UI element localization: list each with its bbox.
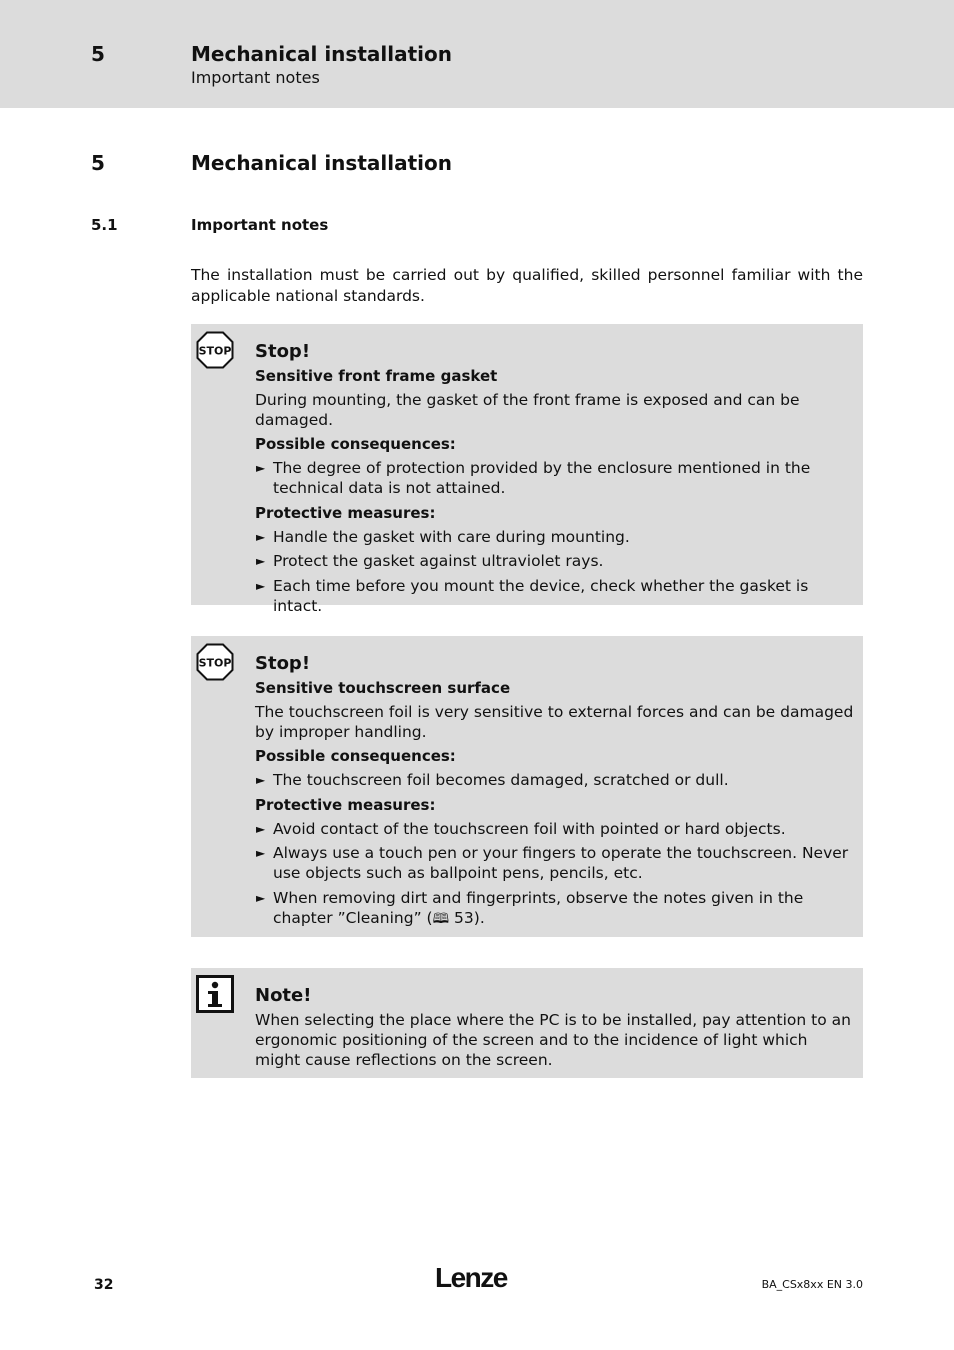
stop1-title: Stop!	[255, 341, 311, 362]
heading2-title: Important notes	[191, 216, 329, 234]
stop-icon-text: STOP	[198, 344, 232, 358]
list-item: ► Protect the gasket against ultraviolet rays.	[255, 551, 855, 571]
header-chapter-title: Mechanical installation	[191, 42, 452, 66]
cleaning-page-ref[interactable]: 53	[449, 908, 474, 927]
header-chapter-number: 5	[91, 42, 105, 66]
stop2-consequences-list	[255, 770, 855, 790]
lenze-logo: Lenze	[435, 1262, 507, 1293]
document-id: BA_CSx8xx EN 3.0	[761, 1278, 863, 1291]
stop-icon-text: STOP	[198, 656, 232, 670]
heading1-title: Mechanical installation	[191, 151, 452, 175]
list-item: ► Each time before you mount the device, check whether the gasket is intact.	[255, 576, 855, 616]
stop2-consequences-label: Possible consequences:	[255, 747, 456, 765]
note-text: When selecting the place where the PC is to be installed, pay attention to an ergonomic positioning of the screen and to the incidence of light which might cause reflections on the screen.	[255, 1011, 851, 1069]
stop-icon	[196, 331, 234, 369]
stop2-measures-list	[255, 819, 855, 929]
stop1-consequences-label: Possible consequences:	[255, 435, 456, 453]
heading1-number: 5	[91, 151, 105, 175]
list-item: ► Handle the gasket with care during mounting.	[255, 527, 855, 547]
list-item: ► The degree of protection provided by the enclosure mentioned in the technical data is not attained.	[255, 458, 855, 498]
stop1-measures-list	[255, 527, 855, 616]
info-icon	[196, 975, 234, 1013]
list-item: ► Always use a touch pen or your fingers to operate the touchscreen. Never use objects such as ballpoint pens, pencils, etc.	[255, 843, 855, 883]
note-title: Note!	[255, 985, 312, 1006]
note-box	[191, 968, 863, 1078]
stop1-subtitle: Sensitive front frame gasket	[255, 367, 498, 385]
stop-box-gasket	[191, 324, 863, 615]
stop-box-touchscreen	[191, 636, 863, 937]
stop-icon	[196, 643, 234, 681]
stop2-measures-label: Protective measures:	[255, 795, 436, 814]
intro-paragraph: The installation must be carried out by qualified, skilled personnel familiar with the applicable national standards.	[191, 266, 863, 305]
measure-ref-after: ).	[473, 908, 485, 927]
running-header	[0, 0, 954, 108]
page-number: 32	[94, 1277, 114, 1293]
stop2-subtitle: Sensitive touchscreen surface	[255, 679, 511, 697]
list-item: ► The touchscreen foil becomes damaged, scratched or dull.	[255, 770, 855, 790]
header-section-subtitle: Important notes	[191, 68, 320, 87]
book-icon: 🕮	[432, 910, 450, 927]
stop2-text: The touchscreen foil is very sensitive to external forces and can be damaged by improper handling.	[255, 703, 854, 741]
list-item: ► Avoid contact of the touchscreen foil with pointed or hard objects.	[255, 819, 855, 839]
stop2-title: Stop!	[255, 653, 311, 674]
heading2-number: 5.1	[91, 216, 118, 234]
stop1-measures-label: Protective measures:	[255, 503, 436, 522]
stop1-text: During mounting, the gasket of the front frame is exposed and can be damaged.	[255, 391, 800, 429]
measure-ref-before: When removing dirt and fingerprints, observe the notes given in the chapter ”Cleaning” (	[273, 888, 804, 927]
stop1-consequences-list	[255, 458, 855, 498]
list-item-with-reference	[255, 888, 855, 929]
